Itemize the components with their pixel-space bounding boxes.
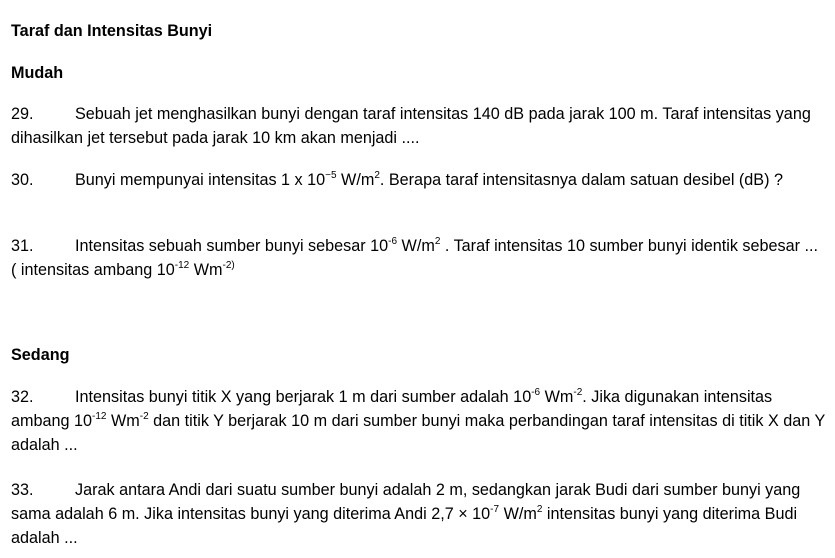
exponent: -6 [531, 386, 541, 398]
exponent: 2 [374, 169, 380, 181]
question-text-part: W/m [397, 237, 435, 255]
exponent: -2 [573, 386, 583, 398]
question-33 [11, 478, 827, 550]
question-number: 29. [11, 105, 34, 123]
question-text-part: . Berapa taraf intensitasnya dalam satuan desibel (dB) ? [379, 171, 783, 189]
exponent: 2 [536, 503, 543, 515]
question-number: 32. [11, 388, 34, 406]
page-title: Taraf dan Intensitas Bunyi [11, 22, 213, 40]
exponent: -2 [139, 410, 149, 422]
question-text-part: . Jika digunakan intensitas ambang 10 [11, 388, 773, 430]
question-29 [11, 102, 827, 150]
question-31 [11, 234, 827, 282]
question-text-part: Intensitas bunyi titik X yang berjarak 1 m dari sumber adalah 10 [75, 388, 532, 406]
question-text: Sebuah jet menghasilkan bunyi dengan taraf intensitas 140 dB pada jarak 100 m. Taraf intensitas yang dihasilkan jet tersebut pada jarak 10 km akan menjadi .... [11, 105, 811, 147]
exponent: -12 [92, 410, 107, 422]
exponent: -7 [490, 503, 500, 515]
question-text-part: Intensitas sebuah sumber bunyi sebesar 10 [75, 237, 389, 255]
exponent: -6 [388, 235, 398, 247]
question-text-part: W/m [499, 505, 537, 523]
question-text-part: Wm [540, 388, 574, 406]
question-text-part: intensitas bunyi yang diterima Budi adalah ... [11, 505, 798, 547]
question-text-part: Bunyi mempunyai intensitas 1 x 10 [75, 171, 326, 189]
question-text-part: . Taraf intensitas 10 sumber bunyi identik sebesar ... ( intensitas ambang 10 [11, 237, 818, 279]
question-30 [11, 168, 827, 192]
question-number: 30. [11, 171, 34, 189]
exponent: 2 [434, 235, 441, 247]
question-text-part: dan titik Y berjarak 10 m dari sumber bunyi maka perbandingan taraf intensitas di titik X dan Y adalah ... [11, 412, 826, 454]
exponent: −5 [325, 169, 337, 181]
question-number: 31. [11, 237, 34, 255]
question-text-part: Wm [189, 261, 223, 279]
exponent: -12 [174, 259, 190, 271]
question-text-part: Wm [106, 412, 140, 430]
section-heading-mudah: Mudah [11, 64, 64, 82]
section-heading-sedang: Sedang [11, 346, 70, 364]
question-text-part: W/m [336, 171, 375, 189]
exponent: -2) [222, 259, 235, 271]
question-text-part: Jarak antara Andi dari suatu sumber bunyi adalah 2 m, sedangkan jarak Budi dari sumber bunyi yang sama adalah 6 m. Jika intensitas bunyi yang diterima Andi 2,7 × 10 [11, 481, 801, 523]
question-32 [11, 385, 827, 457]
question-number: 33. [11, 481, 34, 499]
